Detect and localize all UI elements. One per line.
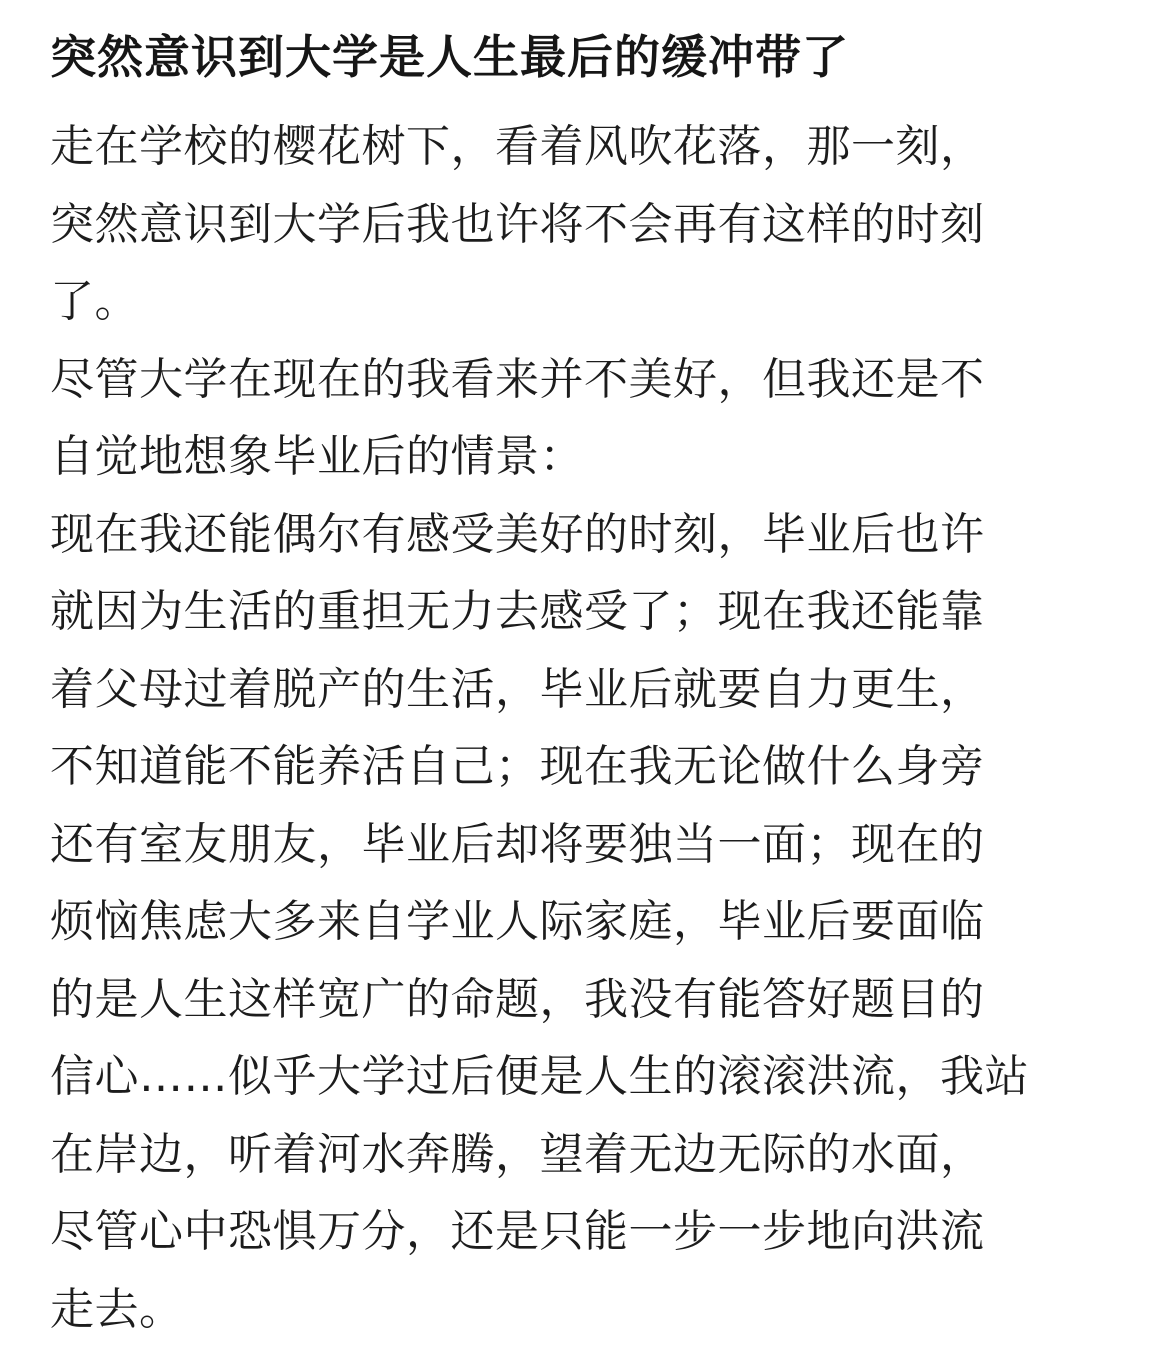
post-body-line: 信心……似乎大学过后便是人生的滚滚洪流，我站: [50, 1051, 1029, 1102]
post-container: [50, 22, 1130, 1348]
post-body-line: 走在学校的樱花树下，看着风吹花落，那一刻，: [50, 121, 985, 172]
post-body-line: 尽管大学在现在的我看来并不美好，但我还是不: [50, 353, 985, 405]
post-body-line: 着父母过着脱产的生活，毕业后就要自力更生，: [50, 663, 985, 715]
post-body-line: 在岸边，听着河水奔腾，望着无边无际的水面，: [50, 1128, 985, 1180]
post-body-line: 突然意识到大学后我也许将不会再有这样的时刻: [50, 198, 985, 250]
post-body-line: 的是人生这样宽广的命题，我没有能答好题目的: [50, 973, 985, 1025]
post-body-line: 走去。: [50, 1283, 184, 1335]
post-body-line: 尽管心中恐惧万分，还是只能一步一步地向洪流: [50, 1206, 985, 1257]
post-body-line: 就因为生活的重担无力去感受了；现在我还能靠: [50, 586, 985, 637]
post-body-line: 还有室友朋友，毕业后却将要独当一面；现在的: [50, 818, 985, 870]
post-body-line: 自觉地想象毕业后的情景：: [50, 431, 584, 482]
post-body-line: 不知道能不能养活自己；现在我无论做什么身旁: [50, 741, 985, 792]
post-body: [50, 108, 1130, 1348]
post-body-line: 了。: [50, 276, 139, 327]
post-body-line: 现在我还能偶尔有感受美好的时刻，毕业后也许: [50, 508, 985, 560]
post-title: 突然意识到大学是人生最后的缓冲带了: [50, 30, 849, 84]
post-body-line: 烦恼焦虑大多来自学业人际家庭，毕业后要面临: [50, 896, 985, 947]
